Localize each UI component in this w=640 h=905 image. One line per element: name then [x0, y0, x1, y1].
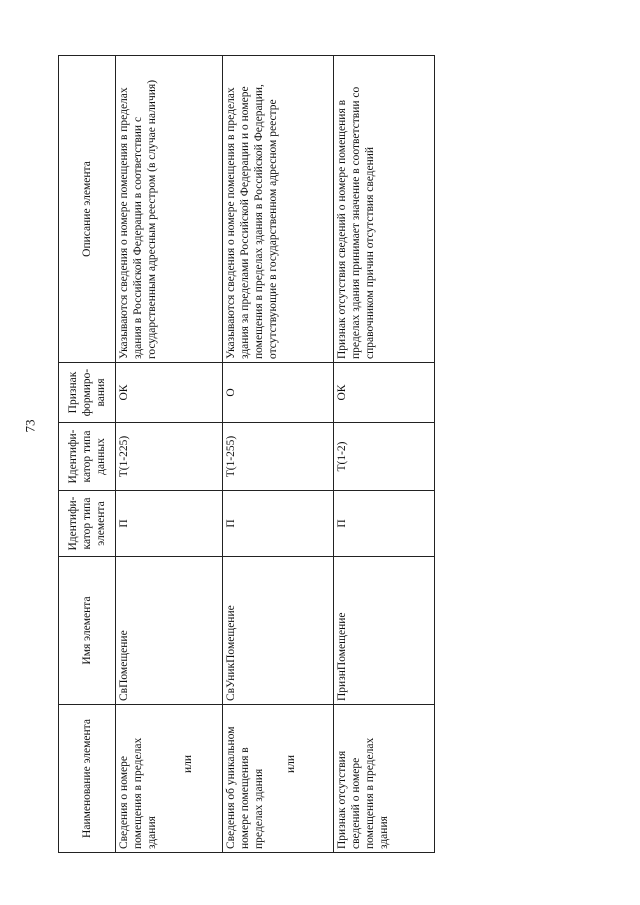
table-row [334, 56, 435, 853]
or-separator: или [285, 754, 298, 773]
cell-element-type: П [116, 491, 223, 557]
element-table [58, 55, 435, 853]
page-number: 73 [22, 419, 38, 433]
element-title-text: Сведения о номере помещения в пределах здания [118, 737, 159, 849]
cell-element-type: П [334, 491, 435, 557]
header-element-title: Наименование элемента [59, 705, 116, 853]
cell-element-title [334, 705, 435, 853]
cell-element-type: П [223, 491, 334, 557]
cell-description: Указываются сведения о номере помещения в пределах здания в Российской Федерации в соответствии с государственным адресным реестром (в случае наличия) [116, 56, 223, 363]
header-formation-flag: Признак формиро-вания [59, 363, 116, 423]
cell-element-name: СвУникПомещение [223, 557, 334, 705]
cell-description: Признак отсутствия сведений о номере помещения в пределах здания принимает значение в соответствии со справочником причин отсутствия сведений [334, 56, 435, 363]
cell-element-name: СвПомещение [116, 557, 223, 705]
header-element-type-id: Идентифи-катор типа элемента [59, 491, 116, 557]
cell-element-title [223, 705, 334, 853]
cell-data-type: T(1-225) [116, 423, 223, 491]
cell-formation: ОК [116, 363, 223, 423]
cell-description: Указываются сведения о номере помещения в пределах здания за пределами Российской Федерации и о номере помещения в пределах здания в Российской Федерации, отсутствующие в государственном адресном реестре [223, 56, 334, 363]
header-description: Описание элемента [59, 56, 116, 363]
cell-data-type: T(1-2) [334, 423, 435, 491]
cell-element-title [116, 705, 223, 853]
or-separator: или [182, 754, 195, 773]
table-row [223, 56, 334, 853]
element-title-text: Сведения об уникальном номере помещения в пределах здания [225, 726, 266, 849]
cell-formation: ОК [334, 363, 435, 423]
element-title-text: Признак отсутствия сведений о номере помещения в пределах здания [336, 737, 391, 849]
header-data-type-id: Идентифи-катор типа данных [59, 423, 116, 491]
header-row [59, 56, 116, 853]
cell-formation: О [223, 363, 334, 423]
cell-element-name: ПризнПомещение [334, 557, 435, 705]
rotated-table-container [58, 56, 428, 853]
header-element-name: Имя элемента [59, 557, 116, 705]
table-row [116, 56, 223, 853]
cell-data-type: T(1-255) [223, 423, 334, 491]
